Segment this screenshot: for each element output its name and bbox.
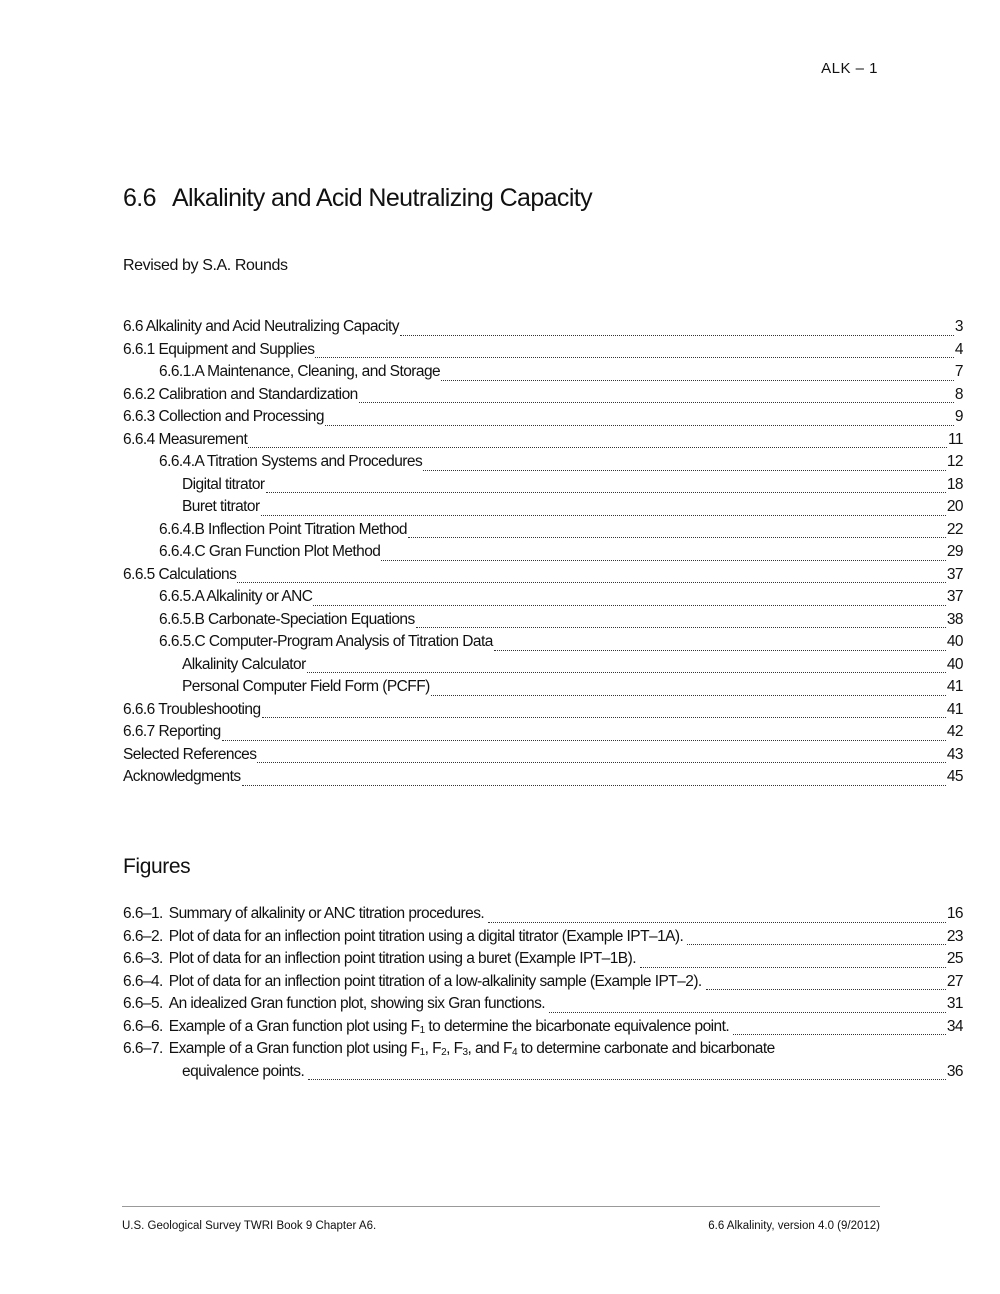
toc-entry-label: 6.6.1.A Maintenance, Cleaning, and Storage	[159, 363, 441, 380]
toc-entry-label: 6.6.4.A Titration Systems and Procedures	[159, 453, 423, 470]
dot-leader	[313, 605, 945, 606]
section-number: 6.6	[123, 184, 156, 212]
figure-entry[interactable]	[123, 950, 963, 973]
toc-page-number: 22	[946, 520, 963, 538]
toc-page-number: 7	[954, 363, 963, 380]
toc-page-number: 41	[946, 678, 963, 695]
toc-entry-label: Alkalinity Calculator	[182, 655, 306, 673]
toc-entry-label: 6.6.3 Collection and Processing	[123, 408, 324, 425]
toc-entry[interactable]	[123, 318, 963, 341]
figure-entry[interactable]	[123, 905, 963, 928]
toc-page-number: 12	[946, 453, 963, 470]
dot-leader	[640, 967, 946, 968]
figure-label: Plot of data for an inflection point titration of a low-alkalinity sample (Example IPT–2).	[168, 972, 702, 990]
figure-page-number: 27	[946, 972, 963, 990]
figure-label: Example of a Gran function plot using $F_1$, $F_2$, $F_3$, and $F_4$ to determine carbonate and bicarbonate	[168, 1040, 775, 1058]
dot-leader	[381, 560, 945, 561]
toc-entry-label: 6.6.7 Reporting	[123, 723, 221, 740]
toc-entry-label: 6.6.4 Measurement	[123, 430, 248, 448]
figure-entry[interactable]	[123, 928, 963, 951]
toc-entry-label: 6.6.2 Calibration and Standardization	[123, 385, 358, 403]
dot-leader	[488, 922, 946, 923]
figure-number: 6.6–6.	[123, 1017, 163, 1035]
footer-citation: U.S. Geological Survey TWRI Book 9 Chapter A6.	[122, 1220, 377, 1232]
toc-entry-label: Digital titrator	[182, 475, 265, 493]
figure-page-number: 34	[946, 1017, 963, 1035]
toc-entry[interactable]	[123, 768, 963, 791]
toc-page-number: 45	[946, 768, 963, 785]
toc-page-number: 8	[954, 385, 963, 403]
figure-number: 6.6–4.	[123, 972, 163, 990]
toc-page-number: 20	[946, 498, 963, 515]
toc-page-number: 4	[954, 340, 963, 358]
figure-number: 6.6–1.	[123, 905, 163, 922]
toc-entry[interactable]	[123, 701, 963, 724]
toc-entry-label: 6.6.4.B Inflection Point Titration Method	[159, 520, 407, 538]
toc-entry-label: 6.6.6 Troubleshooting	[123, 700, 261, 718]
toc-entry[interactable]	[123, 386, 963, 409]
toc-page-number: 38	[946, 610, 963, 628]
dot-leader	[325, 425, 954, 426]
toc-entry-label: Selected References	[123, 745, 257, 763]
toc-entry-label: 6.6.5.C Computer-Program Analysis of Titration Data	[159, 633, 493, 650]
toc-entry[interactable]	[123, 498, 963, 521]
section-title: Alkalinity and Acid Neutralizing Capacity	[171, 184, 593, 212]
figure-number: 6.6–7.	[123, 1040, 163, 1057]
toc-entry-label: 6.6.4.C Gran Function Plot Method	[159, 543, 381, 560]
byline: Revised by S.A. Rounds	[123, 257, 288, 274]
dot-leader	[549, 1012, 946, 1013]
toc-entry[interactable]	[123, 566, 963, 589]
toc-entry[interactable]	[123, 341, 963, 364]
dot-leader	[222, 740, 946, 741]
toc-page-number: 18	[946, 475, 963, 493]
toc-entry-label: Acknowledgments	[123, 768, 241, 785]
page-title	[123, 184, 592, 213]
figure-page-number: 36	[946, 1062, 963, 1080]
dot-leader	[494, 650, 946, 651]
toc-page-number: 11	[948, 430, 963, 448]
figure-page-number: 23	[946, 927, 963, 945]
toc-entry[interactable]	[123, 431, 963, 454]
toc-entry[interactable]	[123, 363, 963, 386]
toc-entry[interactable]	[123, 408, 963, 431]
dot-leader	[248, 447, 947, 448]
toc-entry[interactable]	[123, 588, 963, 611]
dot-leader	[261, 515, 946, 516]
dot-leader	[423, 470, 946, 471]
dot-leader	[431, 695, 946, 696]
toc-page-number: 29	[946, 543, 963, 560]
toc-entry[interactable]	[123, 656, 963, 679]
figure-entry[interactable]	[123, 1018, 963, 1041]
toc-entry-label: 6.6.1 Equipment and Supplies	[123, 340, 315, 358]
figure-label: Plot of data for an inflection point titration using a digital titrator (Example IPT–1A).	[168, 927, 684, 945]
dot-leader	[266, 492, 946, 493]
figure-label-continued: equivalence points.	[182, 1062, 305, 1080]
toc-entry-label: 6.6.5.A Alkalinity or ANC	[159, 588, 313, 605]
figure-entry[interactable]	[123, 995, 963, 1018]
footer-version: 6.6 Alkalinity, version 4.0 (9/2012)	[708, 1220, 880, 1232]
dot-leader	[687, 944, 946, 945]
toc-entry[interactable]	[123, 543, 963, 566]
figure-label: An idealized Gran function plot, showing six Gran functions.	[168, 995, 546, 1012]
dot-leader	[408, 537, 946, 538]
toc-entry[interactable]	[123, 476, 963, 499]
toc-entry-label: 6.6.5 Calculations	[123, 565, 237, 583]
toc-entry[interactable]	[123, 746, 963, 769]
figure-entry[interactable]	[123, 1040, 963, 1063]
figure-page-number: 31	[946, 995, 963, 1012]
dot-leader	[262, 717, 946, 718]
figure-page-number: 16	[946, 905, 963, 922]
toc-page-number: 37	[946, 588, 963, 605]
toc-entry[interactable]	[123, 611, 963, 634]
toc-entry[interactable]	[123, 521, 963, 544]
page-header-label: ALK – 1	[821, 60, 878, 77]
dot-leader	[242, 785, 946, 786]
figures-list	[123, 905, 963, 1085]
figure-label: Plot of data for an inflection point titration using a buret (Example IPT–1B).	[168, 950, 636, 967]
figures-heading: Figures	[123, 855, 191, 878]
dot-leader	[315, 357, 954, 358]
toc-entry-label: Buret titrator	[182, 498, 260, 515]
figure-number: 6.6–5.	[123, 995, 163, 1012]
figure-page-number: 25	[946, 950, 963, 967]
toc-entry-label: Personal Computer Field Form (PCFF)	[182, 678, 430, 695]
figure-label: Summary of alkalinity or ANC titration procedures.	[168, 905, 485, 922]
dot-leader	[441, 380, 954, 381]
dot-leader	[733, 1034, 946, 1035]
toc-page-number: 3	[954, 318, 963, 335]
figure-entry[interactable]	[123, 973, 963, 996]
dot-leader	[307, 672, 946, 673]
toc-entry[interactable]	[123, 678, 963, 701]
toc-entry-label: 6.6.5.B Carbonate-Speciation Equations	[159, 610, 415, 628]
table-of-contents	[123, 318, 963, 791]
figure-label: Example of a Gran function plot using $F_1$ to determine the bicarbonate equivalence point.	[168, 1017, 730, 1036]
figure-number: 6.6–2.	[123, 927, 163, 945]
dot-leader	[308, 1079, 946, 1080]
toc-entry[interactable]	[123, 723, 963, 746]
toc-entry-label: 6.6 Alkalinity and Acid Neutralizing Capacity	[123, 318, 399, 335]
toc-page-number: 37	[946, 565, 963, 583]
toc-page-number: 41	[946, 700, 963, 718]
toc-page-number: 43	[946, 745, 963, 763]
dot-leader	[237, 582, 946, 583]
figure-entry-continuation[interactable]	[123, 1063, 963, 1086]
dot-leader	[400, 335, 954, 336]
dot-leader	[416, 627, 946, 628]
toc-entry[interactable]	[123, 453, 963, 476]
dot-leader	[257, 762, 945, 763]
toc-page-number: 40	[946, 655, 963, 673]
dot-leader	[706, 989, 946, 990]
figure-number: 6.6–3.	[123, 950, 163, 967]
toc-page-number: 9	[954, 408, 963, 425]
toc-entry[interactable]	[123, 633, 963, 656]
footer-divider	[122, 1206, 880, 1207]
dot-leader	[359, 402, 954, 403]
toc-page-number: 40	[946, 633, 963, 650]
toc-page-number: 42	[946, 723, 963, 740]
